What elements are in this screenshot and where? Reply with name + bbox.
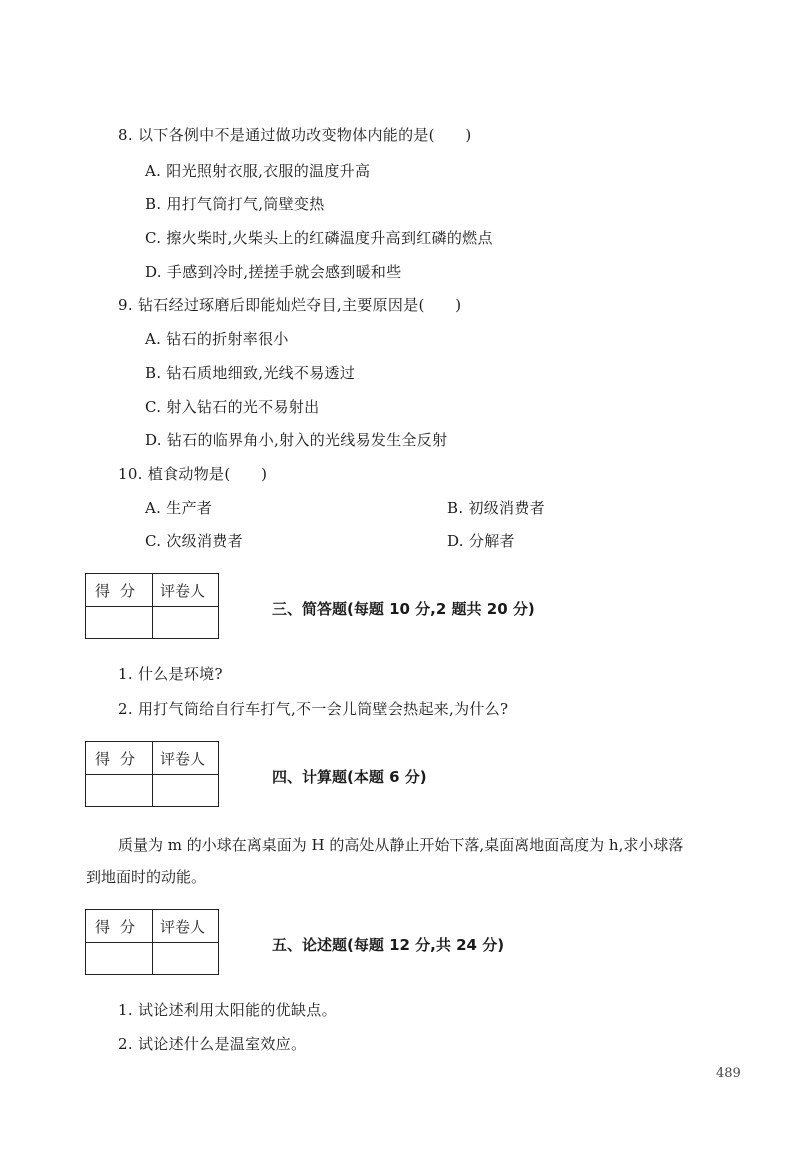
q8-option-d: D. 手感到冷时,搓搓手就会感到暖和些: [145, 263, 402, 281]
score-box-section5: [85, 909, 219, 975]
section5-item-2: 2. 试论述什么是温室效应。: [118, 1035, 307, 1053]
section5-item-1: 1. 试论述利用太阳能的优缺点。: [118, 1001, 337, 1019]
q10-stem: 10. 植食动物是( ): [118, 465, 268, 483]
page-number: 489: [716, 1066, 741, 1081]
q10-option-c: C. 次级消费者: [145, 532, 243, 550]
q10-option-b: B. 初级消费者: [447, 499, 545, 517]
grader-label: 评卷人: [160, 582, 206, 600]
score-box-section4: [85, 741, 219, 807]
q10-option-d: D. 分解者: [447, 532, 515, 550]
q8-option-c: C. 擦火柴时,火柴头上的红磷温度升高到红磷的燃点: [145, 229, 493, 247]
grader-label: 评卷人: [160, 750, 206, 768]
score-label: 得分: [94, 918, 145, 936]
q8-option-b: B. 用打气筒打气,筒壁变热: [145, 195, 325, 213]
section4-problem-line1: 质量为 m 的小球在离桌面为 H 的高处从静止开始下落,桌面离地面高度为 h,求小球落: [118, 836, 684, 854]
section4-heading: 四、计算题(本题 6 分): [272, 768, 427, 786]
score-label: 得分: [94, 750, 145, 768]
q9-option-d: D. 钻石的临界角小,射入的光线易发生全反射: [145, 431, 448, 449]
grader-label: 评卷人: [160, 918, 206, 936]
section4-problem-line2: 到地面时的动能。: [86, 868, 207, 886]
q8-option-a: A. 阳光照射衣服,衣服的温度升高: [145, 162, 371, 180]
score-label: 得分: [94, 582, 145, 600]
q10-option-a: A. 生产者: [145, 499, 213, 517]
q9-stem: 9. 钻石经过琢磨后即能灿烂夺目,主要原因是( ): [118, 296, 462, 314]
q8-stem: 8. 以下各例中不是通过做功改变物体内能的是( ): [118, 126, 472, 144]
section3-heading: 三、简答题(每题 10 分,2 题共 20 分): [272, 600, 535, 618]
score-box-section3: [85, 573, 219, 639]
q9-option-b: B. 钻石质地细致,光线不易透过: [145, 364, 356, 382]
section5-heading: 五、论述题(每题 12 分,共 24 分): [272, 936, 505, 954]
q9-option-a: A. 钻石的折射率很小: [145, 330, 289, 348]
section3-item-2: 2. 用打气筒给自行车打气,不一会儿筒壁会热起来,为什么?: [118, 700, 509, 718]
section3-item-1: 1. 什么是环境?: [118, 665, 223, 683]
q9-option-c: C. 射入钻石的光不易射出: [145, 398, 320, 416]
